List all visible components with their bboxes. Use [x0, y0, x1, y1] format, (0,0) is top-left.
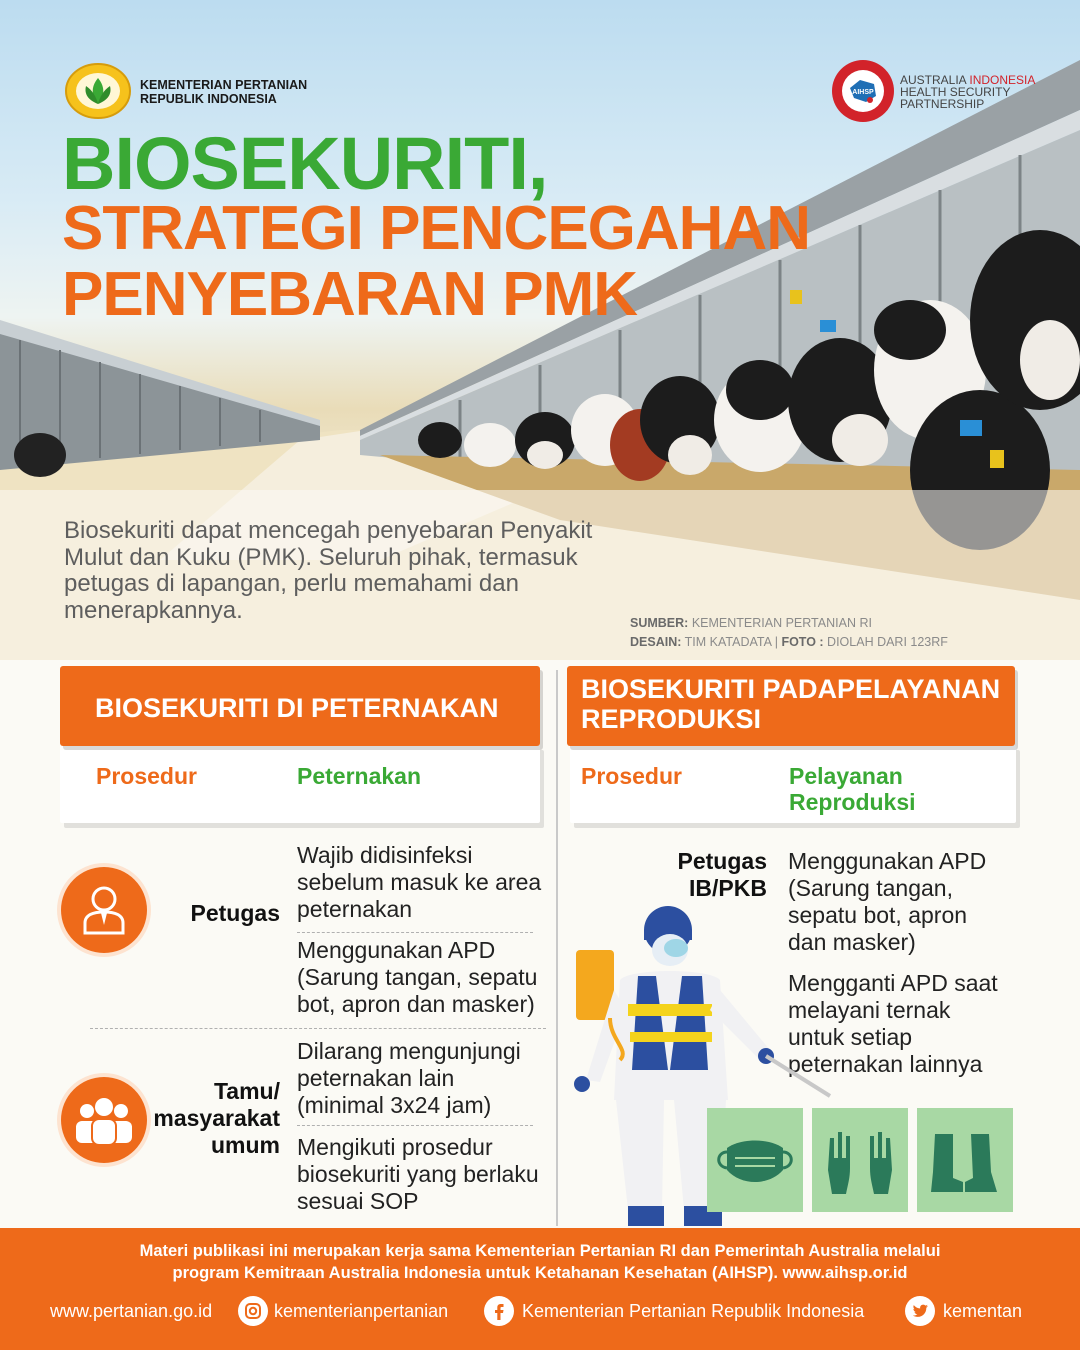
procedure-petugas-ib: Petugas IB/PKB [677, 848, 767, 901]
visitors-icon [61, 1077, 147, 1163]
mask-icon [707, 1108, 803, 1212]
column-divider [556, 670, 558, 1226]
instagram-handle[interactable]: kementerianpertanian [274, 1301, 449, 1321]
boots-icon [917, 1108, 1013, 1212]
website-link[interactable]: www.pertanian.go.id [50, 1301, 213, 1321]
left-col-peternakan: Peternakan [297, 763, 422, 789]
left-item-4: Mengikuti prosedur biosekuriti yang berlaku sesuai SOP [297, 1134, 539, 1214]
source-credits: SUMBER: KEMENTERIAN PERTANIAN RI DESAIN: TIM KATADATA | FOTO : DIOLAH DARI 123RF [630, 616, 948, 649]
title-line-2: STRATEGI PENCEGAHAN [62, 194, 811, 263]
left-item-1: Wajib didisinfeksi sebelum masuk ke area peternakan [297, 842, 542, 922]
right-col-pelayanan: Pelayanan Reproduksi [789, 763, 916, 815]
facebook-page[interactable]: Kementerian Pertanian Republik Indonesia [522, 1301, 865, 1321]
separator [297, 1125, 533, 1126]
aihsp-logo [830, 58, 896, 124]
ministry-name: KEMENTERIAN PERTANIAN REPUBLIK INDONESIA [140, 78, 308, 106]
right-item-2: Mengganti APD saat melayani ternak untuk setiap peternakan lainnya [788, 970, 998, 1077]
hero-photo [0, 0, 1080, 660]
twitter-handle[interactable]: kementan [943, 1301, 1023, 1321]
left-col-prosedur: Prosedur [96, 763, 197, 789]
gloves-icon [812, 1108, 908, 1212]
title-line-3: PENYEBARAN PMK [62, 260, 638, 329]
svg-text:AIHSP: AIHSP [852, 89, 874, 96]
facebook-icon[interactable] [484, 1296, 514, 1326]
right-panel-title: BIOSEKURITI PADAPELAYANAN REPRODUKSI [567, 666, 1015, 746]
footer-note: Materi publikasi ini merupakan kerja sama Kementerian Pertanian RI dan Pemerintah Australia melalui program Kemitraan Australia Indonesia untuk Ketahanan Kesehatan (AIHSP). www.aihsp.or.id [139, 1242, 941, 1282]
separator [297, 932, 533, 933]
left-item-3: Dilarang mengunjungi peternakan lain (minimal 3x24 jam) [297, 1038, 521, 1118]
left-item-2: Menggunakan APD (Sarung tangan, sepatu bot, apron dan masker) [297, 937, 538, 1017]
row-separator [90, 1028, 546, 1029]
right-col-prosedur: Prosedur [581, 763, 682, 789]
procedure-tamu: Tamu/ masyarakat umum [153, 1078, 280, 1158]
right-item-1: Menggunakan APD (Sarung tangan, sepatu bot, apron dan masker) [788, 848, 987, 955]
twitter-icon[interactable] [905, 1296, 935, 1326]
partner-name: AUSTRALIA INDONESIA HEALTH SECURITY PARTNERSHIP [900, 73, 1036, 111]
procedure-petugas: Petugas [190, 900, 280, 926]
kementan-logo [64, 62, 132, 120]
instagram-icon[interactable] [238, 1296, 268, 1326]
title-line-1: BIOSEKURITI, [62, 122, 548, 205]
officer-icon [61, 867, 147, 953]
left-panel-title: BIOSEKURITI DI PETERNAKAN [60, 666, 540, 746]
intro-text: Biosekuriti dapat mencegah penyebaran Penyakit Mulut dan Kuku (PMK). Seluruh pihak, termasuk petugas di lapangan, perlu memahami dan menerapkannya. [64, 517, 593, 624]
